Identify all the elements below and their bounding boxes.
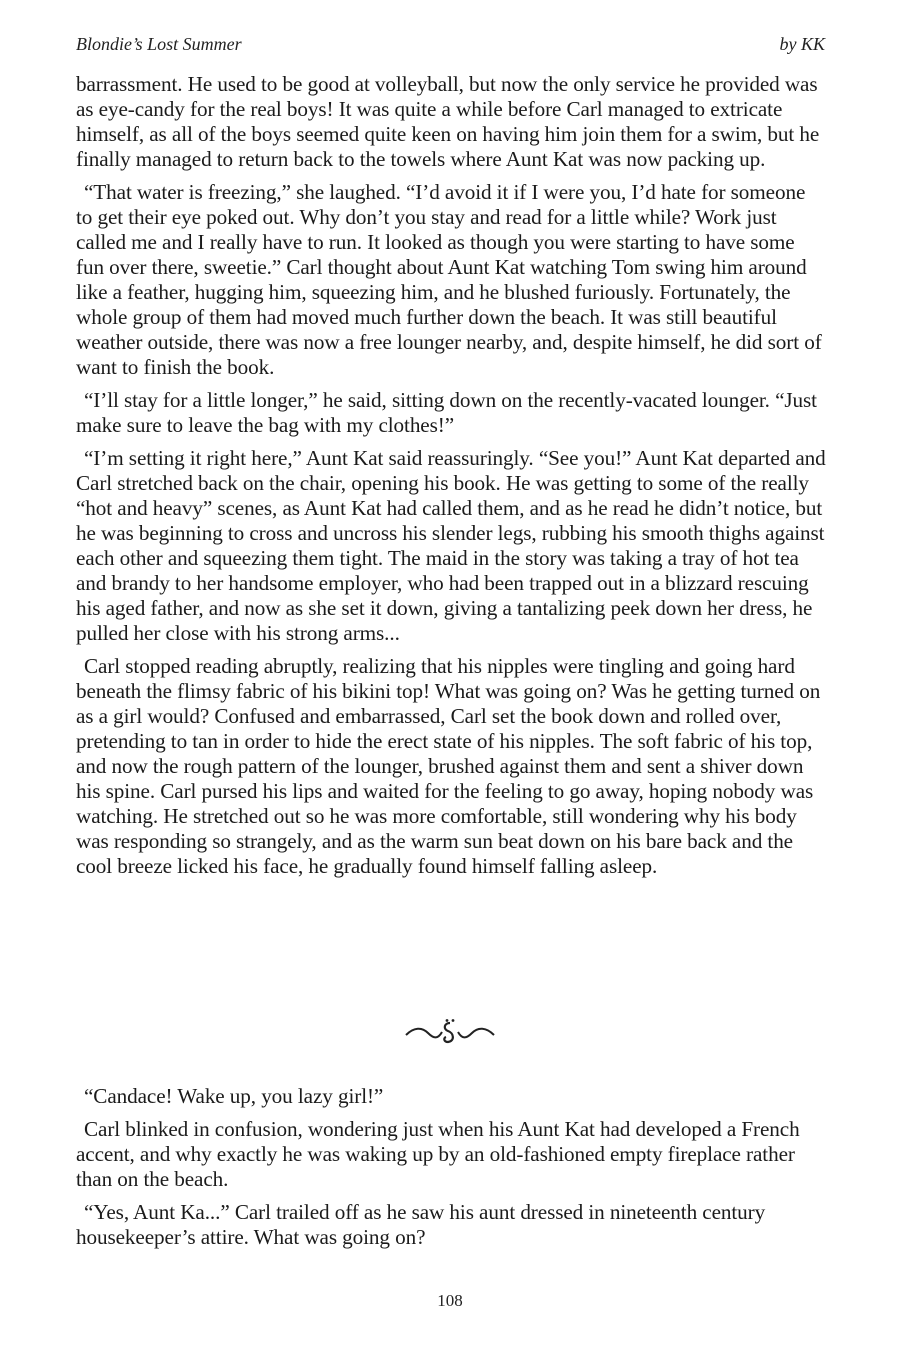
- paragraph: “Yes, Aunt Ka...” Carl trailed off as he saw his aunt dressed in nineteenth century housekeeper’s attire. What was going on?: [76, 1200, 766, 1249]
- book-title: Blondie’s Lost Summer: [76, 34, 242, 54]
- paragraph: “I’ll stay for a little longer,” he said, sitting down on the recently-vacated lounger. “Just make sure to leave the bag with my clothes!”: [76, 388, 817, 437]
- paragraph: Carl blinked in confusion, wondering just when his Aunt Kat had developed a French accent, and why exactly he was waking up by an old-fashioned empty fireplace rather than on the beach.: [76, 1117, 800, 1191]
- page-number: 108: [437, 1291, 463, 1310]
- paragraph: “Candace! Wake up, you lazy girl!”: [84, 1084, 384, 1108]
- running-header: [76, 34, 825, 55]
- paragraph: Carl stopped reading abruptly, realizing that his nipples were tingling and going hard beneath the flimsy fabric of his bikini top! What was going on? Was he getting turned on as a girl would? Confused and embarrassed, Carl set the book down and rolled over, pretending to tan in order to hide the erect state of his nipples. The soft fabric of his top, and now the rough pattern of the lounger, brushed against them and sent a shiver down his spine. Carl pursed his lips and waited for the feeling to go away, hoping nobody was watching. He stretched out so he was more comfortable, still wondering why his body was responding so strangely, and as the warm sun beat down on his bare back and the cool breeze licked his face, he gradually found himself falling asleep.: [76, 654, 821, 878]
- body-text-section-2: [76, 1084, 826, 1258]
- body-text-section-1: [76, 72, 826, 887]
- paragraph: barrassment. He used to be good at volleyball, but now the only service he provided was as eye-candy for the real boys! It was quite a while before Carl managed to extricate himself, as all of the boys seemed quite keen on having him join them for a swim, but he finally managed to return back to the towels where Aunt Kat was now packing up.: [76, 72, 820, 171]
- author-credit: by KK: [779, 34, 825, 54]
- paragraph: “I’m setting it right here,” Aunt Kat said reassuringly. “See you!” Aunt Kat departed and Carl stretched back on the chair, opening his book. He was getting to some of the really “hot and heavy” scenes, as Aunt Kat had called them, and as he read he didn’t notice, but he was beginning to cross and uncross his slender legs, rubbing his smooth thighs against each other and squeezing them tight. The maid in the story was taking a tray of hot tea and brandy to her handsome employer, who had been trapped out in a blizzard rescuing his aged father, and now as she set it down, giving a tantalizing peek down her dress, he pulled her close with his strong arms...: [76, 446, 826, 645]
- paragraph: “That water is freezing,” she laughed. “I’d avoid it if I were you, I’d hate for someone to get their eye poked out. Why don’t you stay and read for a little while? Work just called me and I really have to run. It looked as though you were starting to have some fun over there, sweetie.” Carl thought about Aunt Kat watching Tom swing him around like a feather, hugging him, squeezing him, and he blushed furiously. Fortunately, the whole group of them had moved much further down the beach. It was still beautiful weather outside, there was now a free lounger nearby, and, despite himself, he did sort of want to finish the book.: [76, 180, 822, 379]
- section-break-flourish-icon: [0, 1017, 900, 1054]
